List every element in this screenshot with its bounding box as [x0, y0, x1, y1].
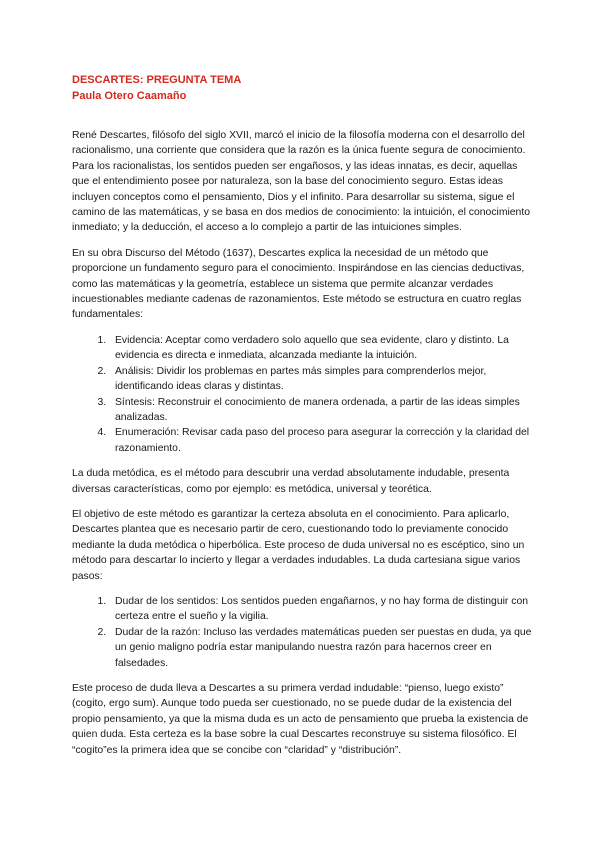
doubt-step-razon: 2. Dudar de la razón: Incluso las verdades matemáticas pueden ser puestas en duda, ya que un genio maligno podría estar manipulando nuestra razón para hacernos creer en falsedades.: [109, 625, 534, 671]
paragraph-duda-metodica: La duda metódica, es el método para descubrir una verdad absolutamente indudable, presenta diversas características, como por ejemplo: es metódica, universal y teorética.: [72, 468, 510, 495]
document-body: [72, 128, 534, 768]
rule-analisis: 2. Análisis: Dividir los problemas en partes más simples para comprenderlos mejor, identificando ideas claras y distintas.: [109, 364, 534, 395]
doubt-steps-list: [72, 594, 534, 671]
rule-evidencia: 1. Evidencia: Aceptar como verdadero solo aquello que sea evidente, claro y distinto. La evidencia es directa e inmediata, alcanzada mediante la intuición.: [109, 333, 534, 364]
rule-enumeracion: 4. Enumeración: Revisar cada paso del proceso para asegurar la corrección y la claridad del razonamiento.: [109, 425, 534, 456]
rules-list: [72, 333, 534, 456]
paragraph-objetivo: El objetivo de este método es garantizar la certeza absoluta en el conocimiento. Para aplicarlo, Descartes plantea que es necesario partir de cero, cuestionando todo lo previamente conocido mediante la duda metódica o hiperbólica. Este proceso de duda universal no es escéptico, sino un método para descartar lo incierto y llegar a verdades indudables. La duda cartesiana sigue varios pasos:: [72, 508, 525, 582]
document-author: Paula Otero Caamaño: [72, 90, 187, 102]
document-title: DESCARTES: PREGUNTA TEMA: [72, 74, 242, 86]
rule-sintesis: 3. Síntesis: Reconstruir el conocimiento de manera ordenada, a partir de las ideas simples analizadas.: [109, 395, 534, 426]
paragraph-method: En su obra Discurso del Método (1637), Descartes explica la necesidad de un método que proporcione un fundamento seguro para el conocimiento. Inspirándose en las ciencias deductivas, como las matemáticas y la geometría, establece un sistema que permite alcanzar verdades incuestionables mediante cadenas de razonamientos. Este método se estructura en cuatro reglas fundamentales:: [72, 247, 525, 321]
paragraph-intro: René Descartes, filósofo del siglo XVII, marcó el inicio de la filosofía moderna con el desarrollo del racionalismo, una corriente que considera que la razón es la única fuente segura de conocimiento. Para los racionalistas, los sentidos pueden ser engañosos, y las ideas innatas, es decir, aquellas que el entendimiento posee por naturaleza, son la base del conocimiento seguro. Estas ideas incluyen conceptos como el pensamiento, Dios y el infinito. Para desarrollar su sistema, sigue el camino de las matemáticas, y se basa en dos medios de conocimiento: la intuición, el conocimiento inmediato; y la deducción, el acceso a lo complejo a partir de las intuiciones simples.: [72, 130, 531, 234]
paragraph-cogito: Este proceso de duda lleva a Descartes a su primera verdad indudable: “pienso, luego existo” (cogito, ergo sum). Aunque todo pueda ser cuestionado, no se puede dudar de la existencia del propio pensamiento, ya que la misma duda es un acto de pensamiento que prueba la existencia de quien duda. Esta certeza es la base sobre la cual Descartes reconstruye su sistema filosófico. El “cogito”es la primera idea que se concibe con “claridad” y “distribución”.: [72, 683, 529, 756]
doubt-step-sentidos: 1. Dudar de los sentidos: Los sentidos pueden engañarnos, y no hay forma de distinguir con certeza entre el sueño y la vigilia.: [109, 594, 534, 625]
title-block: [72, 72, 241, 104]
